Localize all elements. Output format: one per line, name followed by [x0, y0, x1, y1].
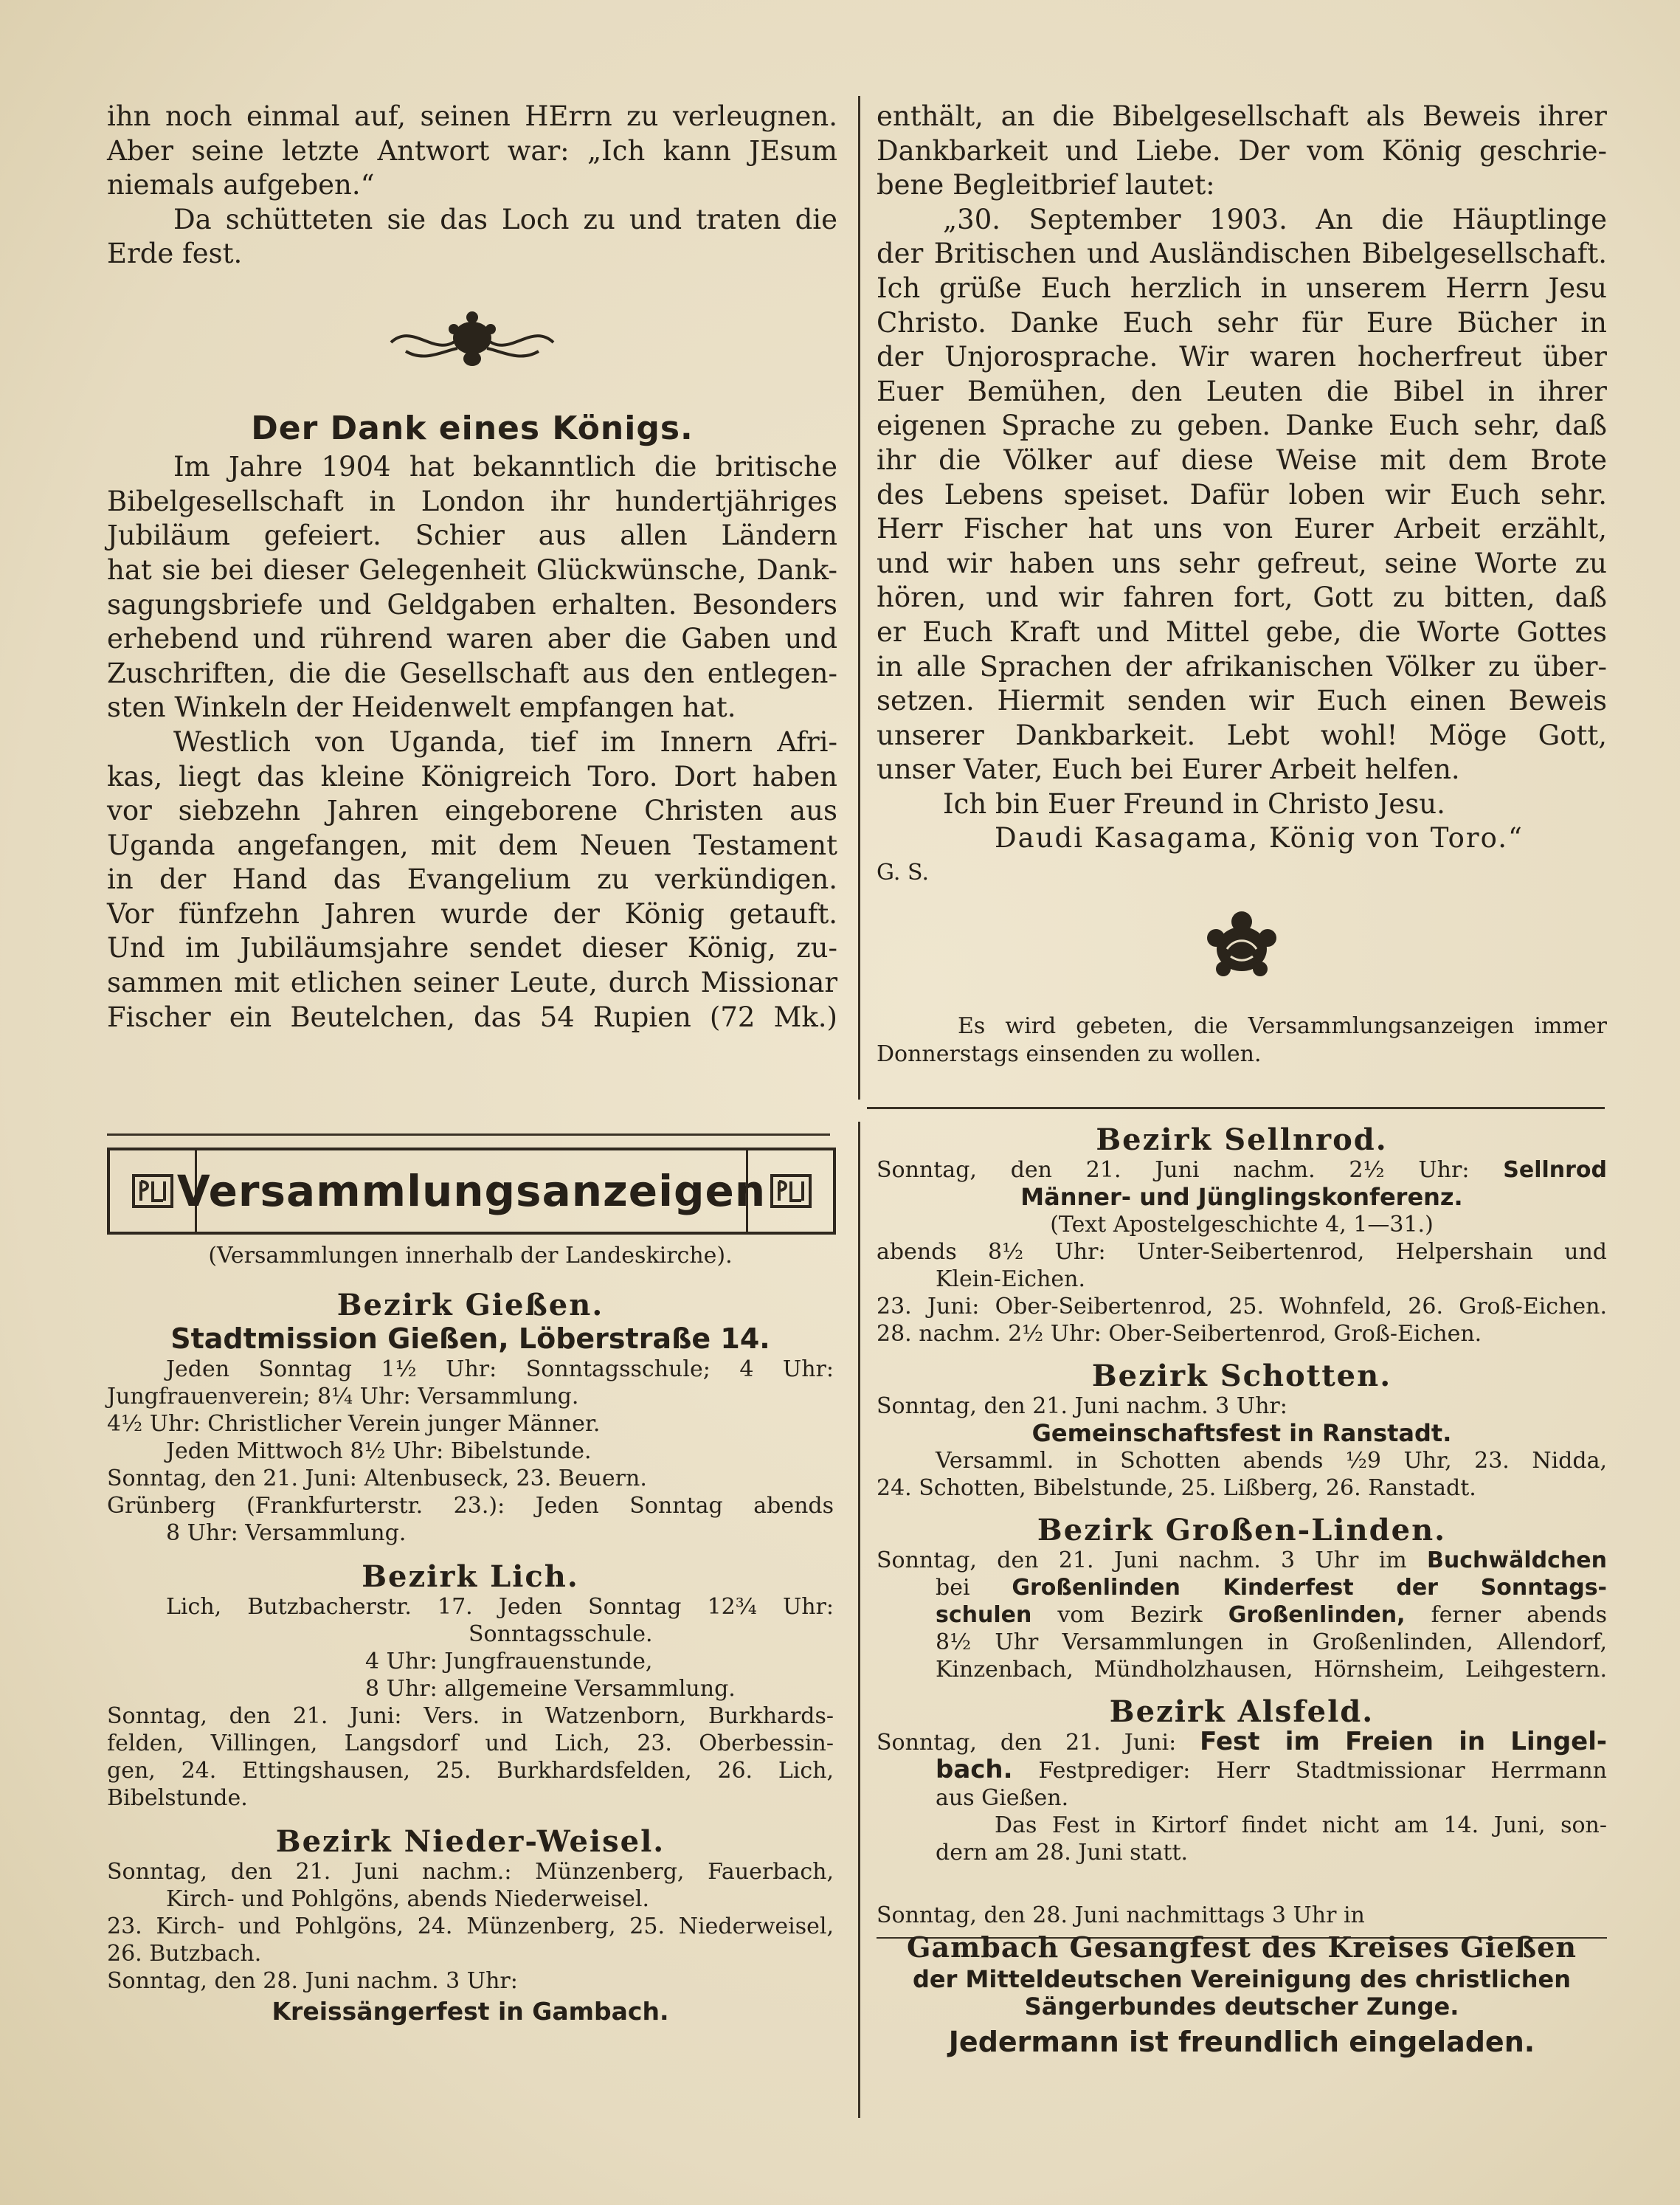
- ad-line: Sonntag, den 21. Juni nachm. 3 Uhr:: [877, 1393, 1287, 1419]
- ad-line: Sonntagsschule.: [469, 1621, 653, 1647]
- column-divider-top: [858, 96, 860, 1100]
- notice-line: Es wird gebeten, die Versammlungsanzeigen immer: [958, 1013, 1607, 1040]
- text-line: vor siebzehn Jahren eingeborene Christen aus: [107, 795, 837, 827]
- article-heading: Der Dank eines Königs.: [251, 409, 694, 447]
- ad-line: Grünberg (Frankfurterstr. 23.): Jeden Sonntag abends: [107, 1493, 834, 1519]
- ad-line: Jeden Sonntag 1½ Uhr: Sonntagsschule; 4 Uhr:: [166, 1356, 834, 1382]
- box-emblem-right: [746, 1150, 833, 1232]
- ads-subtitle: (Versammlungen innerhalb der Landeskirche).: [208, 1243, 733, 1269]
- district-title: Bezirk Schotten.: [1091, 1359, 1392, 1393]
- event-title: Gemeinschaftsfest in Ranstadt.: [1031, 1419, 1452, 1447]
- ad-text: ferner abends: [1431, 1602, 1608, 1628]
- text-line: ihr die Völker auf diese Weise mit dem Brote: [877, 444, 1607, 476]
- ad-line: Sonntag, den 28. Juni nachm. 3 Uhr:: [107, 1968, 518, 1994]
- text-line: und wir haben uns sehr gefreut, seine Worte zu: [877, 547, 1607, 579]
- ad-line: 26. Butzbach.: [107, 1941, 262, 1967]
- district-title: Bezirk Alsfeld.: [1109, 1694, 1375, 1729]
- text-line: unserer Dankbarkeit. Lebt wohl! Möge Gott,: [877, 719, 1607, 751]
- text-line: Herr Fischer hat uns von Eurer Arbeit erzählt,: [877, 513, 1607, 545]
- left-article: [107, 100, 837, 1035]
- event-title: Kreissängerfest in Gambach.: [272, 1997, 669, 2026]
- text-line: „30. September 1903. An die Häuptlinge: [943, 203, 1607, 235]
- text-line: Dankbarkeit und Liebe. Der vom König geschrie-: [877, 134, 1607, 167]
- district-subtitle: Stadtmission Gießen, Löberstraße 14.: [170, 1322, 770, 1355]
- text-line: Aber seine letzte Antwort war: „Ich kann JEsum: [107, 134, 837, 167]
- ad-line: Kirch- und Pohlgöns, abends Niederweisel.: [166, 1886, 650, 1912]
- text-line: Erde fest.: [107, 238, 243, 270]
- emblem-icon: [769, 1173, 813, 1210]
- ad-line: Sonntag, den 21. Juni: Vers. in Watzenborn, Burkhards-: [107, 1703, 834, 1729]
- text-line: enthält, an die Bibelgesellschaft als Beweis ihrer: [877, 100, 1607, 132]
- ad-line: Das Fest in Kirtorf findet nicht am 14. Juni, son-: [995, 1812, 1607, 1838]
- ad-text: Sonntag, den 21. Juni nachm. 2½ Uhr:: [877, 1157, 1470, 1183]
- ad-line: Lich, Butzbacherstr. 17. Jeden Sonntag 12¾ Uhr:: [166, 1594, 834, 1620]
- ad-line: 8 Uhr: allgemeine Versammlung.: [365, 1676, 736, 1702]
- ad-text: Sonntag, den 21. Juni nachm. 3 Uhr im: [877, 1547, 1407, 1573]
- ad-text: bei: [936, 1575, 970, 1601]
- right-article: [877, 100, 1607, 1069]
- ad-text: Sonntag, den 21. Juni:: [877, 1730, 1177, 1756]
- text-line: Im Jahre 1904 hat bekanntlich die britische: [173, 451, 837, 483]
- ad-line: felden, Villingen, Langsdorf und Lich, 23. Oberbessin-: [107, 1730, 834, 1756]
- text-line: Vor fünfzehn Jahren wurde der König getauft.: [107, 897, 837, 930]
- announcements-header-box: [107, 1148, 836, 1235]
- ad-text-bold: Fest im Freien in Lingel-: [1200, 1727, 1607, 1756]
- text-line: kas, liegt das kleine Königreich Toro. Dort haben: [107, 760, 837, 793]
- column-divider-bottom: [858, 1122, 860, 2118]
- ad-line: Sonntag, den 21. Juni nachm.: Münzenberg, Fauerbach,: [107, 1859, 834, 1885]
- invitation: Jedermann ist freundlich eingeladen.: [948, 2026, 1535, 2058]
- text-line: ihn noch einmal auf, seinen HErrn zu verleugnen.: [107, 100, 837, 132]
- text-line: Da schütteten sie das Loch zu und traten die: [173, 203, 837, 235]
- text-line: Fischer ein Beutelchen, das 54 Rupien (72 Mk.): [107, 1001, 837, 1033]
- ad-line: aus Gießen.: [936, 1785, 1069, 1811]
- text-line: der Britischen und Ausländischen Bibelgesellschaft.: [877, 238, 1607, 270]
- text-line: hören, und wir fahren fort, Gott zu bitten, daß: [877, 582, 1607, 614]
- section-divider-left: [107, 1133, 830, 1136]
- district-title: Bezirk Lich.: [362, 1559, 579, 1594]
- ad-line: Kinzenbach, Mündholzhausen, Hörnsheim, Leihgestern.: [936, 1657, 1607, 1683]
- ad-line: dern am 28. Juni statt.: [936, 1840, 1189, 1866]
- ad-line: Versamml. in Schotten abends ½9 Uhr, 23. Nidda,: [936, 1448, 1607, 1474]
- ad-line: gen, 24. Ettingshausen, 25. Burkhardsfelden, 26. Lich,: [107, 1758, 834, 1784]
- ad-line: [877, 1574, 1607, 1601]
- ornament-icon: [877, 908, 1607, 998]
- ad-line: der Mitteldeutschen Vereinigung des christlichen: [913, 1965, 1571, 1993]
- ad-line: 28. nachm. 2½ Uhr: Ober-Seibertenrod, Groß-Eichen.: [877, 1321, 1482, 1347]
- announcements-title: Versammlungsanzeigen: [176, 1166, 767, 1216]
- text-line: Westlich von Uganda, tief im Innern Afri-: [173, 725, 837, 758]
- text-line: erhebend und rührend waren aber die Gaben und: [107, 623, 837, 655]
- ad-line: (Text Apostelgeschichte 4, 1—31.): [1050, 1212, 1434, 1238]
- text-line: unser Vater, Euch bei Eurer Arbeit helfen.: [877, 753, 1460, 786]
- ad-line: Sonntag, den 28. Juni nachmittags 3 Uhr in: [877, 1902, 1365, 1928]
- ad-line: 23. Kirch- und Pohlgöns, 24. Münzenberg, 25. Niederweisel,: [107, 1914, 834, 1939]
- text-line: niemals aufgeben.“: [107, 169, 375, 201]
- ad-text: Festprediger: Herr Stadtmissionar Herrmann: [1038, 1758, 1607, 1784]
- text-line: sten Winkeln der Heidenwelt empfangen hat.: [107, 691, 736, 724]
- ad-line: abends 8½ Uhr: Unter-Seibertenrod, Helpershain und: [877, 1239, 1607, 1265]
- text-line: Uganda angefangen, mit dem Neuen Testament: [107, 829, 837, 861]
- ad-line: Jungfrauenverein; 8¼ Uhr: Versammlung.: [107, 1384, 579, 1409]
- ad-line: [877, 1156, 1607, 1184]
- text-line: Euer Bemühen, den Leuten die Bibel in ihrer: [877, 375, 1607, 407]
- text-line: in alle Sprachen der afrikanischen Völker zu über-: [877, 650, 1607, 683]
- district-title: Bezirk Gießen.: [336, 1288, 604, 1322]
- text-line: Bibelgesellschaft in London ihr hundertjähriges: [107, 485, 837, 517]
- text-line: bene Begleitbrief lautet:: [877, 169, 1215, 201]
- ad-line: [877, 1756, 1607, 1784]
- notice-line: Donnerstags einsenden zu wollen.: [877, 1041, 1262, 1068]
- text-line: Ich grüße Euch herzlich in unserem Herrn Jesu: [877, 272, 1607, 304]
- text-line: hat sie bei dieser Gelegenheit Glückwünsche, Dank-: [107, 553, 837, 586]
- ad-line: Klein-Eichen.: [936, 1266, 1086, 1292]
- author-initials: G. S.: [877, 860, 929, 886]
- ad-line: [877, 1547, 1607, 1574]
- ad-line: Bibelstunde.: [107, 1785, 248, 1811]
- text-line: Christo. Danke Euch sehr für Eure Bücher in: [877, 306, 1607, 339]
- ad-line: 24. Schotten, Bibelstunde, 25. Lißberg, 26. Ranstadt.: [877, 1475, 1476, 1501]
- ad-line: 8½ Uhr Versammlungen in Großenlinden, Allendorf,: [936, 1629, 1607, 1655]
- ad-line: 4 Uhr: Jungfrauenstunde,: [365, 1649, 653, 1674]
- text-line: des Lebens speiset. Dafür loben wir Euch sehr.: [877, 478, 1607, 511]
- text-line: er Euch Kraft und Mittel gebe, die Worte Gottes: [877, 615, 1607, 648]
- event-title: Männer- und Jünglingskonferenz.: [1020, 1183, 1463, 1211]
- text-line: in der Hand das Evangelium zu verkündigen.: [107, 863, 837, 896]
- ad-text-bold: schulen: [936, 1602, 1032, 1628]
- ad-line: Sängerbundes deutscher Zunge.: [1024, 1992, 1459, 2021]
- letter-closing: Ich bin Euer Freund in Christo Jesu.: [943, 787, 1445, 820]
- ad-line: [877, 1601, 1607, 1629]
- ad-text: vom Bezirk: [1057, 1602, 1203, 1628]
- text-line: Jubiläum gefeiert. Schier aus allen Ländern: [107, 520, 837, 552]
- text-line: der Unjorosprache. Wir waren hocherfreut über: [877, 341, 1607, 373]
- ad-text-bold: Großenlinden,: [1228, 1602, 1406, 1628]
- district-title: Bezirk Sellnrod.: [1096, 1122, 1388, 1157]
- ad-line: 23. Juni: Ober-Seibertenrod, 25. Wohnfeld, 26. Groß-Eichen.: [877, 1294, 1607, 1319]
- text-line: sagungsbriefe und Geldgaben erhalten. Besonders: [107, 588, 837, 621]
- text-line: sammen mit etlichen seiner Leute, durch Missionar: [107, 967, 837, 999]
- section-divider: [867, 1107, 1605, 1109]
- emblem-icon: [131, 1173, 175, 1210]
- text-line: eigenen Sprache zu geben. Danke Euch sehr, daß: [877, 410, 1607, 442]
- text-line: Zuschriften, die die Gesellschaft aus den entlegen-: [107, 657, 837, 689]
- gambach-title: Gambach Gesangfest des Kreises Gießen: [907, 1930, 1577, 1964]
- ads-left-column: [107, 1242, 834, 2025]
- district-title: Bezirk Nieder-Weisel.: [275, 1824, 666, 1859]
- ads-right-column: [877, 1122, 1607, 2060]
- ad-line: Sonntag, den 21. Juni: Altenbuseck, 23. Beuern.: [107, 1466, 647, 1491]
- ad-text-bold: Buchwäldchen: [1427, 1547, 1607, 1573]
- ad-line: 8 Uhr: Versammlung.: [166, 1520, 407, 1546]
- text-line: setzen. Hiermit senden wir Euch einen Beweis: [877, 685, 1607, 717]
- district-title: Bezirk Großen-Linden.: [1037, 1513, 1447, 1547]
- ornament-icon: [107, 307, 837, 382]
- letter-signature: Daudi Kasagama, König von Toro.“: [995, 822, 1524, 855]
- ad-text-bold: bach.: [936, 1755, 1013, 1784]
- text-line: Und im Jubiläumsjahre sendet dieser König, zu-: [107, 932, 837, 965]
- ad-line: [877, 1728, 1607, 1756]
- ad-line: Jeden Mittwoch 8½ Uhr: Bibelstunde.: [166, 1438, 592, 1464]
- ad-line: 4½ Uhr: Christlicher Verein junger Männer.: [107, 1411, 601, 1437]
- ad-text-bold: Sellnrod: [1503, 1157, 1607, 1183]
- ad-text-bold: Großenlinden Kinderfest der Sonntags-: [1012, 1575, 1607, 1601]
